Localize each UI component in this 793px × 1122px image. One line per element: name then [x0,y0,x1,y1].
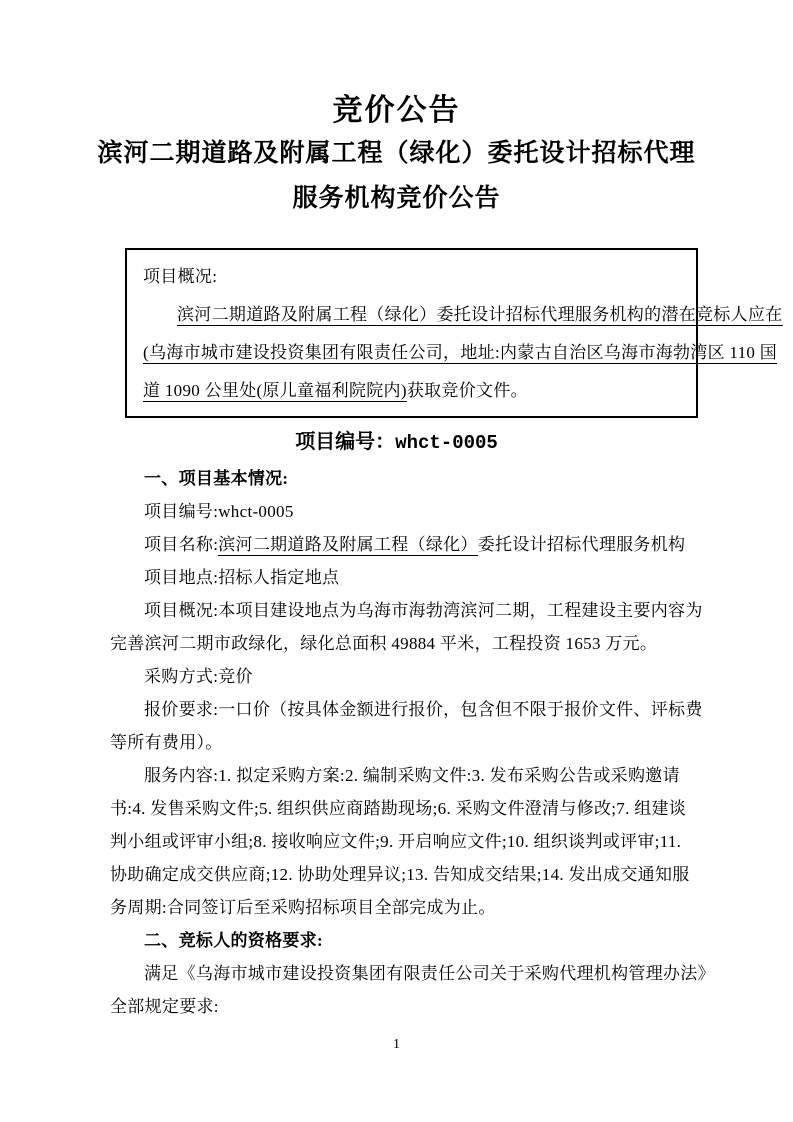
overview-box-line3 [143,372,682,410]
body-quote-line2: 等所有费用）。 [110,733,223,752]
project-name-rest: 委托设计招标代理服务机构 [477,535,686,554]
body-method-line: 采购方式:竞价 [144,667,253,686]
document-header [0,93,793,221]
project-name-label: 项目名称: [144,535,219,554]
overview-underlined-text-2: (乌海市城市建设投资集团有限责任公司，地址:内蒙古自治区乌海市海勃湾区 110 国 [143,343,778,362]
body-location-line: 项目地点:招标人指定地点 [144,568,340,587]
project-number-heading [0,427,793,458]
document-title: 竞价公告 [332,94,461,127]
overview-box-line1 [143,296,783,334]
document-subtitle [0,131,793,221]
body-service-line3: 判小组或评审小组;8. 接收响应文件;9. 开启响应文件;10. 组织谈判或评审;11. [110,832,682,851]
overview-tail-text: 获取竞价文件。 [406,381,528,400]
document-body [110,462,715,1023]
overview-box-label: 项目概况: [143,267,218,286]
body-quote-line1: 报价要求:一口价（按具体金额进行报价，包含但不限于报价文件、评标费 [144,700,703,719]
body-project-name-line [110,528,688,561]
project-name-underlined: 滨河二期道路及附属工程（绿化） [218,535,478,554]
body-overview-line1: 项目概况:本项目建设地点为乌海市海勃湾滨河二期，工程建设主要内容为 [144,601,703,620]
body-overview-line2: 完善滨河二期市政绿化，绿化总面积 49884 平米，工程投资 1653 万元。 [110,634,658,653]
project-number-label: 项目编号： [295,431,396,453]
page-number: 1 [393,1037,400,1052]
section1-heading: 一、项目基本情况: [144,469,289,488]
body-qualification-line2: 全部规定要求: [110,997,219,1016]
body-service-line4: 协助确定成交供应商;12. 协助处理异议;13. 告知成交结果;14. 发出成交通知服 [110,865,690,884]
body-service-line5: 务周期:合同签订后至采购招标项目全部完成为止。 [110,898,496,917]
project-overview-box [125,248,783,418]
overview-box-line2 [143,334,778,372]
body-project-no-line: 项目编号:whct-0005 [144,502,294,521]
body-service-line1: 服务内容:1. 拟定采购方案:2. 编制采购文件:3. 发布采购公告或采购邀请 [144,766,680,785]
body-qualification-line1: 满足《乌海市城市建设投资集团有限责任公司关于采购代理机构管理办法》 [144,964,715,983]
body-service-line2: 书:4. 发售采购文件;5. 组织供应商踏勘现场;6. 采购文件澄清与修改;7. 组建谈 [110,799,687,818]
page-footer [0,1036,793,1054]
document-subtitle-line1: 滨河二期道路及附属工程（绿化）委托设计招标代理 [97,139,696,167]
document-subtitle-line2: 服务机构竞价公告 [292,184,501,212]
section2-heading: 二、竞标人的资格要求: [144,931,323,950]
project-number-code: whct-0005 [395,432,498,454]
overview-underlined-text-1: 滨河二期道路及附属工程（绿化）委托设计招标代理服务机构的潜在竞标人应在 [177,305,783,324]
overview-underlined-text-3: 道 1090 公里处(原儿童福利院院内) [143,381,407,400]
